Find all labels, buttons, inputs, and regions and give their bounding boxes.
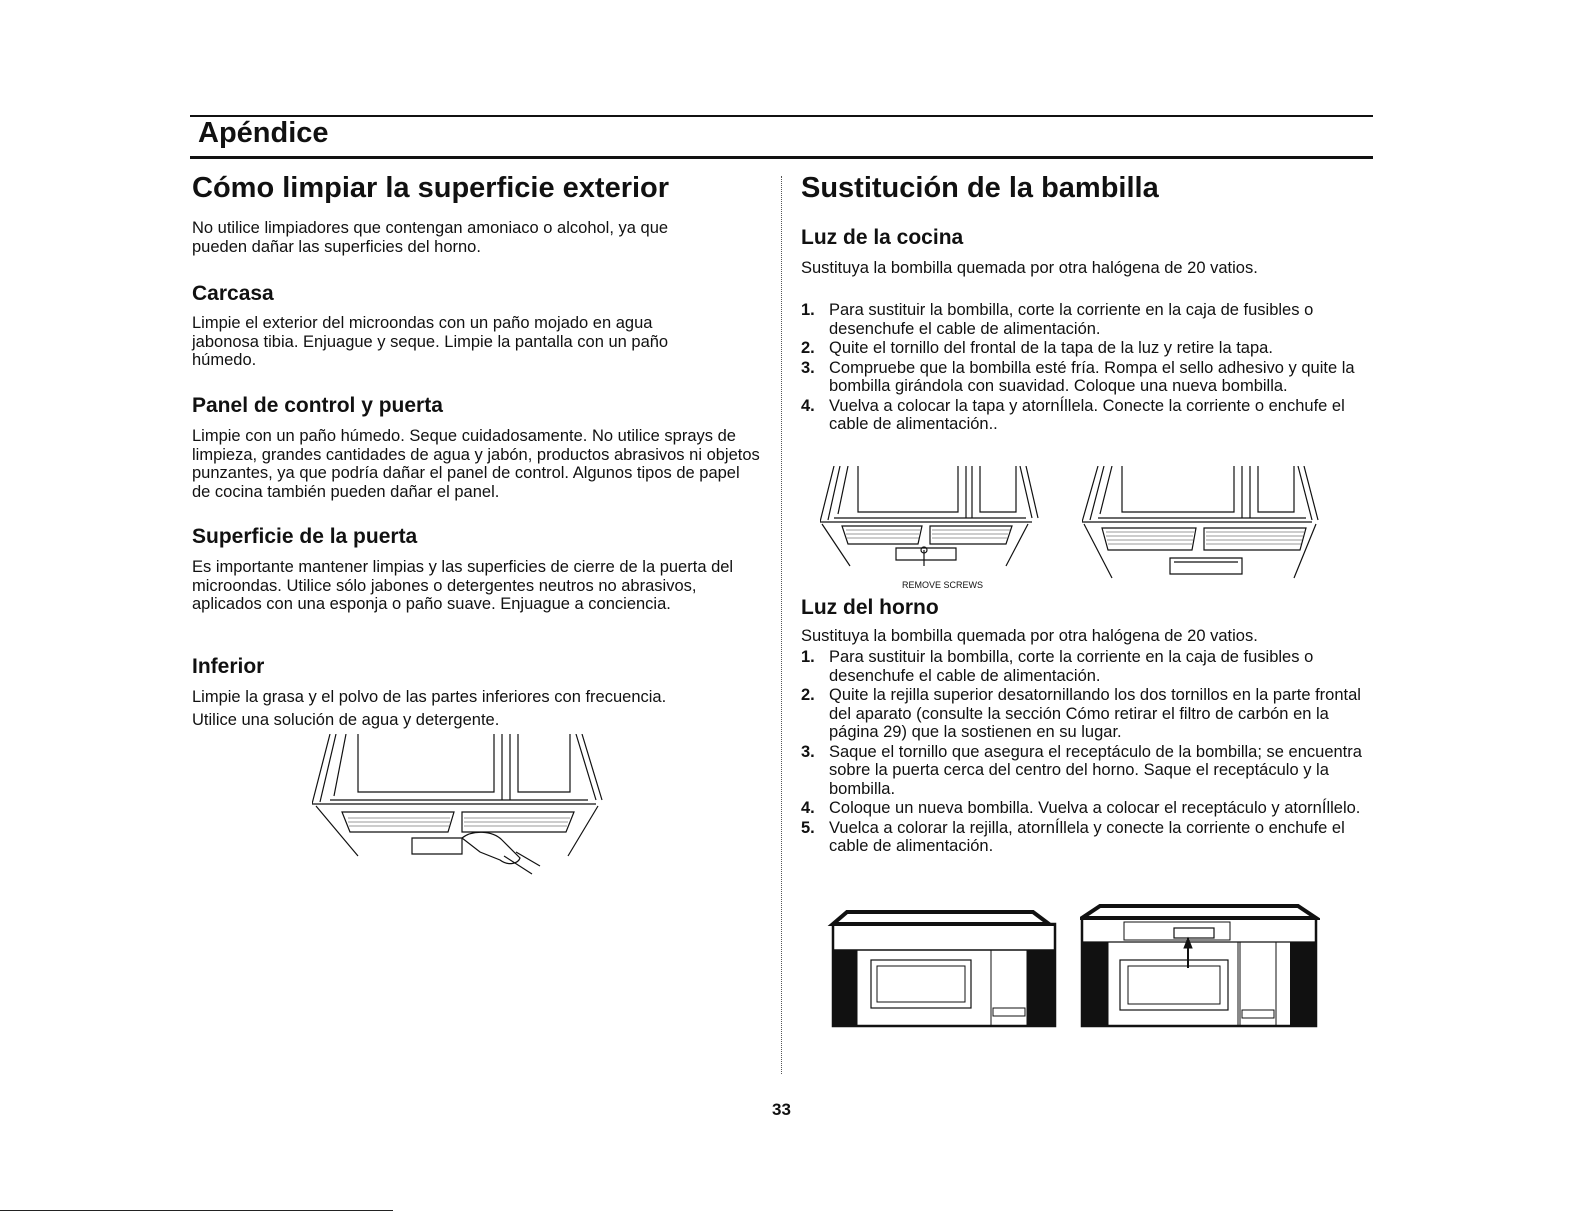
heading-inferior: Inferior [192,655,265,678]
footer-rule [0,1210,393,1211]
cooktop-step-3 [801,359,1367,396]
text-luz-cocina-intro: Sustituya la bombilla quemada por otra halógena de 20 vatios. [801,259,1258,277]
heading-panel-control: Panel de control y puerta [192,394,443,417]
step-number: 2. [801,686,815,704]
step-text: Vuelca a colorar la rejilla, atornÍllela y conecte la corriente o enchufe el cable de alimentación. [829,818,1345,855]
oven-step-5 [801,819,1367,856]
step-number: 3. [801,358,815,377]
step-number: 5. [801,818,815,837]
header-bottom-rule [190,156,1373,159]
right-title: Sustitución de la bambilla [801,172,1159,204]
text-panel-control: Limpie con un paño húmedo. Seque cuidadosamente. No utilice sprays de limpieza, grandes cantidades de agua y jabón, productos abrasivos ni objetos punzantes, ya que podría dañar el panel de control. Algunos tipos de papel de cocina también pueden dañar el panel. [192,427,760,501]
text-carcasa: Limpie el exterior del microondas con un paño mojado en agua jabonosa tibia. Enjuague y seque. Limpie la pantalla con un paño húmedo. [192,314,669,369]
cleaning-underside-illustration [312,734,612,884]
heading-luz-horno: Luz del horno [801,596,939,619]
text-inferior-1: Limpie la grasa y el polvo de las partes inferiores con frecuencia. [192,688,667,706]
cooktop-light-cover-illustration-2 [1082,466,1322,596]
step-text: Quite el tornillo del frontal de la tapa de la luz y retire la tapa. [829,339,1273,357]
text-inferior-2: Utilice una solución de agua y detergente. [192,711,500,729]
microwave-light-access-illustration [1080,902,1320,1032]
page-number: 33 [772,1100,791,1119]
step-number: 2. [801,339,815,357]
step-number: 1. [801,301,815,319]
step-number: 3. [801,742,815,761]
cooktop-light-cover-illustration [820,466,1040,596]
step-text: Para sustituir la bombilla, corte la corriente en la caja de fusibles o desenchufe el cable de alimentación. [829,301,1314,338]
step-text: Coloque un nueva bombilla. Vuelva a colocar el receptáculo y atornÍllelo. [829,799,1361,817]
oven-step-3 [801,743,1367,799]
step-text: Para sustituir la bombilla, corte la corriente en la caja de fusibles o desenchufe el cable de alimentación. [829,648,1314,685]
heading-superficie-puerta: Superficie de la puerta [192,525,418,548]
heading-carcasa: Carcasa [192,282,274,305]
cooktop-step-1 [801,301,1367,338]
oven-steps-list [801,648,1367,857]
left-intro: No utilice limpiadores que contengan amoniaco o alcohol, ya que pueden dañar las superficies del horno. [192,219,669,256]
left-title: Cómo limpiar la superficie exterior [192,172,670,204]
text-superficie-puerta: Es importante mantener limpias y las superficies de cierre de la puerta del microondas. Utilice sólo jabones o detergentes neutros no abrasivos, aplicados con una esponja o paño suave. Enjuague a conciencia. [192,558,734,613]
step-number: 4. [801,799,815,817]
step-text: Compruebe que la bombilla esté fría. Rompa el sello adhesivo y quite la bombilla girándola con suavidad. Coloque una nueva bombilla. [829,358,1355,395]
heading-luz-cocina: Luz de la cocina [801,226,964,249]
column-divider [781,176,782,1074]
microwave-front-illustration [827,902,1067,1032]
oven-step-2 [801,686,1367,742]
step-text: Vuelva a colocar la tapa y atornÍllela. Conecte la corriente o enchufe el cable de alimentación.. [829,396,1345,433]
step-text: Quite la rejilla superior desatornillando los dos tornillos en la parte frontal del aparato (consulte la sección Cómo retirar el filtro de carbón en la página 29) que la sostienen en su lugar. [829,686,1361,741]
section-header: Apéndice [198,117,329,149]
step-number: 4. [801,396,815,415]
cooktop-steps-list [801,301,1367,435]
text-luz-horno-intro: Sustituya la bombilla quemada por otra halógena de 20 vatios. [801,627,1258,645]
oven-step-1 [801,648,1367,685]
step-number: 1. [801,648,815,666]
oven-step-4 [801,799,1367,818]
step-text: Saque el tornillo que asegura el receptáculo de la bombilla; se encuentra sobre la puerta cerca del centro del horno. Saque el receptáculo y la bombilla. [829,742,1362,798]
header-top-rule [190,115,1373,117]
cooktop-step-4 [801,397,1367,434]
remove-screws-label: REMOVE SCREWS [902,580,984,590]
cooktop-step-2 [801,339,1367,358]
